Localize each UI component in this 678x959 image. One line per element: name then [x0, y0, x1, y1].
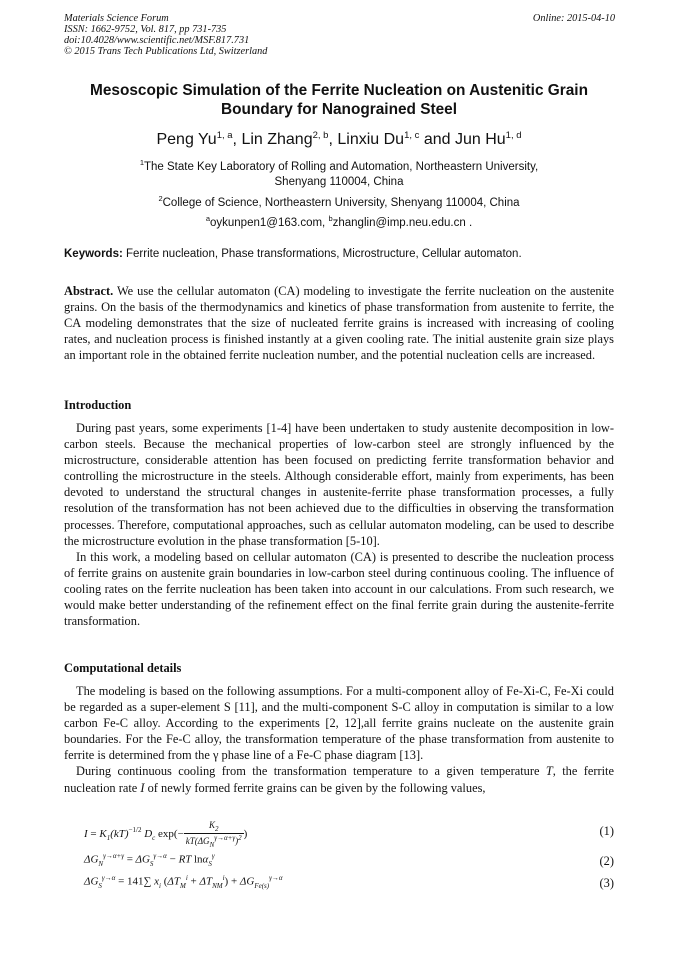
author-name: Peng Yu	[156, 131, 217, 148]
paragraph: During past years, some experiments [1-4] have been undertaken to study austenite decomposition in low-carbon steels. Because the mechanical properties of low-carbon steel are strongly influenced by the microstructure, considerable attention has been focused on predicting ferrite transformation behavior and controlling the microstructure in the steels. Although considerable effort, mainly from experiments, has been devoted to understand the structural changes in austenite-ferrite phase transformation processes, a fully resolution of the transformation has not been achieved due to the difficulties in observing the transformation processes. Therefore, computational approaches, such as cellular automaton modeling, can be used to describe the microstructure evolution in the phase transformation [5-10].	[64, 421, 614, 548]
email-marker: b	[328, 214, 333, 223]
author-separator: ,	[328, 131, 338, 148]
equation-2	[64, 852, 614, 874]
author-name: Jun Hu	[454, 131, 506, 148]
section-heading-introduction: Introduction	[64, 398, 132, 412]
journal-name: Materials Science Forum	[64, 13, 169, 24]
keywords	[64, 247, 614, 262]
keywords-text: Ferrite nucleation, Phase transformations, Microstructure, Cellular automaton.	[122, 248, 522, 260]
paragraph: The modeling is based on the following assumptions. For a multi-component alloy of Fe-Xi-C, Fe-Xi could be regarded as a super-element S [11], and the multi-component S-C alloy in computation is similar to a low carbon Fe-C alloy. According to the experiments [2, 12],all ferrite grains nucleate on the austenite grain boundaries. For the Fe-C alloy, the transformation temperature of the phase transformation from austenite to ferrite is determined from the γ phase line of a Fe-C phase diagram [13].	[64, 684, 614, 763]
equation-formula: $\Delta G_N^{\gamma\to\alpha+\gamma} = \Delta G_S^{\gamma\to\alpha}$ − RT lnα$_S^\gamma$	[84, 852, 215, 868]
author-name: Lin Zhang	[241, 131, 313, 148]
author-separator: and	[419, 131, 455, 148]
affiliation-marker: 2	[158, 194, 163, 203]
equation-number: (1)	[599, 824, 614, 838]
abstract-text: We use the cellular automaton (CA) modeling to investigate the ferrite nucleation on the austenite grains. On the basis of the thermodynamics and kinetics of phase transformation from austenite to ferrite, the CA modeling demonstrates that the size of nucleated ferrite grains is increased with increasing of cooling rates, and nucleation process is finished instantly at a given cooling rate. The initial austenite grain size plays an important role in the obtained ferrite nucleation number, and the potential nucleation cells are increased.	[64, 284, 614, 363]
journal-header	[64, 13, 267, 57]
equation-number: (3)	[599, 876, 614, 890]
computational-body	[64, 683, 614, 796]
issn-line: ISSN: 1662-9752, Vol. 817, pp 731-735	[64, 24, 227, 35]
title-line-1: Mesoscopic Simulation of the Ferrite Nucleation on Austenitic Grain	[90, 82, 588, 99]
author-affiliation-marker: 1, a	[216, 130, 233, 141]
author-separator: ,	[232, 131, 242, 148]
equation-number: (2)	[599, 854, 614, 868]
equation-3	[64, 874, 614, 896]
email-b[interactable]: zhanglin@imp.neu.edu.cn .	[332, 217, 473, 229]
author-affiliation-marker: 2, b	[312, 130, 329, 141]
abstract	[64, 283, 614, 363]
email-marker: a	[205, 214, 210, 223]
email-line	[64, 211, 614, 231]
affiliation-1	[64, 155, 614, 190]
online-date: Online: 2015-04-10	[532, 13, 615, 24]
equation-formula: $\Delta G_S^{\gamma\to\alpha} = 141\sum$ $x_i$ $(\Delta T_M^i + \Delta T_{NM}^i) + \Delta G_{Fe(s)}^{\gamma\to\alpha}$	[84, 874, 283, 890]
paragraph-text: During continuous cooling from the transformation temperature to a given temperature	[76, 764, 546, 779]
symbol-I: I	[140, 780, 145, 795]
paper-title	[64, 81, 614, 119]
paragraph: In this work, a modeling based on cellular automaton (CA) is presented to describe the nucleation process of ferrite grains on austenite grain boundaries in low-carbon steel during continuous cooling. The influence of cooling rates on the ferrite nucleation has been taken into account in our calculations. From such research, we would make better understanding of the refinement effect on the final ferrite grain during the austenite-ferrite transformation.	[64, 549, 614, 629]
abstract-label: Abstract.	[64, 284, 114, 298]
section-heading-computational-details: Computational details	[64, 661, 182, 675]
copyright-line: © 2015 Trans Tech Publications Ltd, Switzerland	[64, 46, 268, 57]
affiliation-line: The State Key Laboratory of Rolling and Automation, Northeastern University,	[143, 161, 539, 173]
affiliation-marker: 1	[139, 158, 144, 167]
paragraph-text: , the ferrite nucleation rate	[64, 764, 614, 795]
keywords-label: Keywords:	[64, 248, 123, 260]
affiliation-line: Shenyang 110004, China	[274, 176, 404, 188]
paragraph	[64, 763, 614, 795]
doi-line[interactable]: doi:10.4028/www.scientific.net/MSF.817.731	[64, 35, 250, 46]
symbol-T: T	[545, 764, 553, 779]
equation-1	[64, 818, 614, 849]
author-affiliation-marker: 1, c	[404, 130, 420, 141]
paragraph-text: of newly formed ferrite grains can be given by the following values,	[144, 780, 486, 795]
title-line-2: Boundary for Nanograined Steel	[220, 101, 458, 118]
author-name: Linxiu Du	[337, 131, 405, 148]
affiliation-2	[64, 191, 614, 211]
author-affiliation-marker: 1, d	[505, 130, 522, 141]
author-list	[64, 126, 614, 150]
equation-formula: $I = K_1(kT)^{-1/2}$ $D_c$ exp(− $\frac{K_2}{kT(\Delta G_N^{\gamma\to\alpha+\gamma})^2}$ )	[84, 820, 248, 849]
email-a[interactable]: oykunpen1@163.com,	[210, 217, 329, 229]
affiliation-line: College of Science, Northeastern University, Shenyang 110004, China	[162, 197, 520, 209]
introduction-body	[64, 420, 614, 629]
